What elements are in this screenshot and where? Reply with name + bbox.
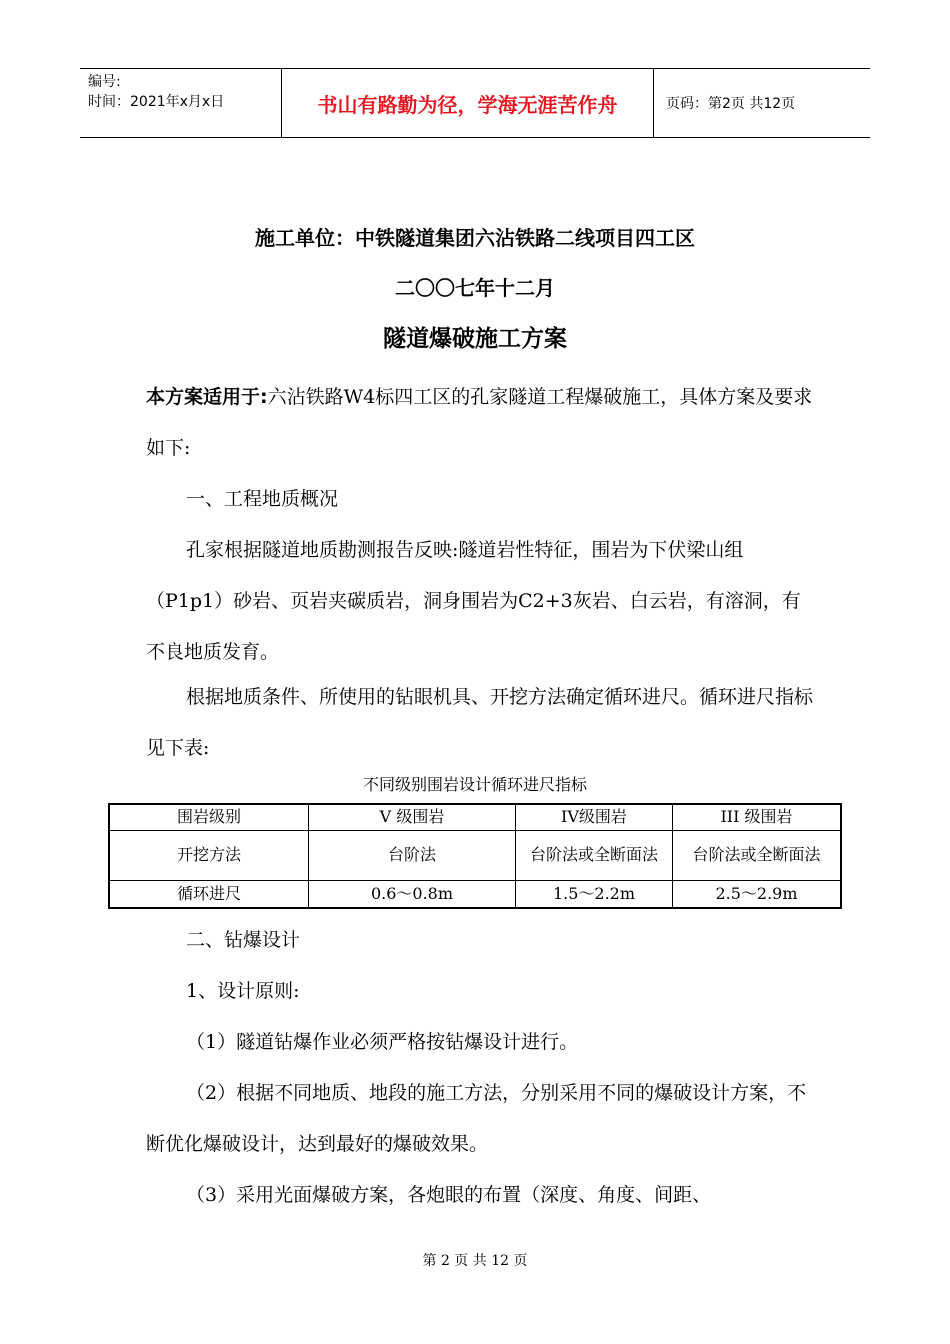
page-info: 页码：第2页 共12页 <box>666 96 796 112</box>
doc-date: 二〇〇七年十二月 <box>395 276 555 300</box>
table-cell: 台阶法 <box>309 830 516 880</box>
table-header-cell: V 级围岩 <box>309 804 516 830</box>
design-principles-heading: 1、设计原则: <box>186 980 300 1002</box>
intro-rest: 六沾铁路W4标四工区的孔家隧道工程爆破施工，具体方案及要求如下: <box>146 386 813 459</box>
table-row <box>109 880 841 908</box>
principle-1: （1）隧道钻爆作业必须严格按钻爆设计进行。 <box>186 1031 579 1053</box>
principle-2: （2）根据不同地质、地段的施工方法，分别采用不同的爆破设计方案，不断优化爆破设计，达到最好的爆破效果。 <box>146 1082 807 1155</box>
construction-unit: 施工单位：中铁隧道集团六沾铁路二线项目四工区 <box>255 226 695 250</box>
table-cell: 1.5～2.2m <box>516 880 673 908</box>
section-2-heading: 二、钻爆设计 <box>186 929 301 951</box>
table-cell: 开挖方法 <box>109 830 309 880</box>
intro-bold: 本方案适用于: <box>146 386 268 408</box>
table-cell: 循环进尺 <box>109 880 309 908</box>
page-header <box>80 68 870 138</box>
table-header-row <box>109 804 841 830</box>
cycle-paragraph: 根据地质条件、所使用的钻眼机具、开挖方法确定循环进尺。循环进尺指标见下表: <box>146 686 814 759</box>
number-label: 编号: <box>88 74 121 90</box>
table-cell: 台阶法或全断面法 <box>673 830 842 880</box>
table-row <box>109 830 841 880</box>
table-header-cell: III 级围岩 <box>673 804 842 830</box>
section-1-heading: 一、工程地质概况 <box>186 488 339 510</box>
intro-paragraph <box>146 372 816 474</box>
table-cell: 0.6～0.8m <box>309 880 516 908</box>
header-left-cell <box>80 69 282 137</box>
table-caption: 不同级别围岩设计循环进尺指标 <box>362 775 587 794</box>
cycle-table <box>108 803 842 909</box>
table-header-cell: 围岩级别 <box>109 804 309 830</box>
table-header-cell: IV级围岩 <box>516 804 673 830</box>
table-cell: 台阶法或全断面法 <box>516 830 673 880</box>
time-label: 时间：2021年x月x日 <box>88 94 225 110</box>
table-cell: 2.5～2.9m <box>673 880 842 908</box>
motto: 书山有路勤为径，学海无涯苦作舟 <box>282 69 654 137</box>
geology-paragraph: 孔家根据隧道地质勘测报告反映:隧道岩性特征，围岩为下伏梁山组（P1p1）砂岩、页岩夹碳质岩，洞身围岩为C2+3灰岩、白云岩，有溶洞，有不良地质发育。 <box>146 539 801 663</box>
principle-3: （3）采用光面爆破方案，各炮眼的布置（深度、角度、间距、 <box>186 1184 712 1206</box>
doc-title: 隧道爆破施工方案 <box>383 326 567 352</box>
page-footer: 第 2 页 共 12 页 <box>422 1253 528 1269</box>
